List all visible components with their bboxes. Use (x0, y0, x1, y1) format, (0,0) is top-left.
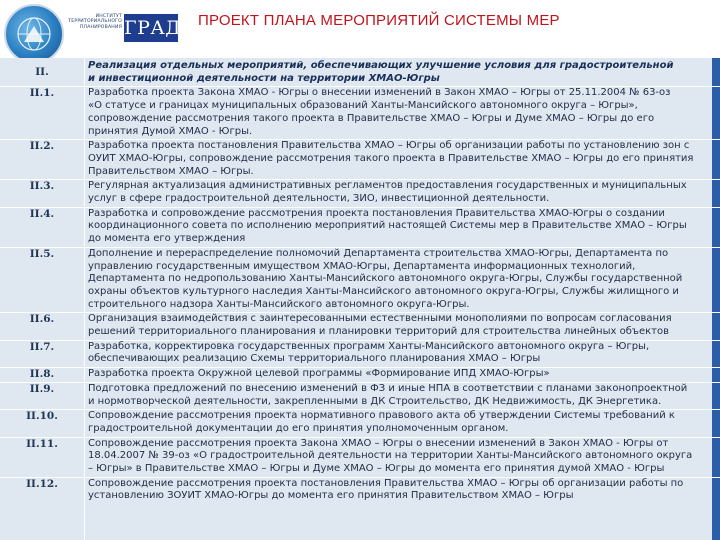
row-number: II.10. (26, 410, 58, 423)
row-text-line: Департамента по недропользованию Ханты-Мансийского автономного округа-Югры, Службы государственной (88, 273, 683, 285)
row-text (88, 368, 712, 381)
row-text-line: градостроительной документации до его принятия уполномоченным органом. (88, 422, 509, 434)
row-text-line: Сопровождение рассмотрения проекта Закона ХМАО – Югры о внесении изменений в Закон ХМАО - Югры от (88, 437, 669, 449)
row-text (88, 140, 712, 178)
row-text-line: Сопровождение рассмотрения проекта нормативного правового акта об утверждении Системы требований к (88, 410, 675, 422)
row-number: II.6. (29, 313, 55, 326)
table-row (0, 438, 720, 477)
row-text-line: сопровождение рассмотрения такого проекта в Правительстве ХМАО – Югры и Думе ХМАО – Югры до его (88, 112, 655, 124)
row-text-line: – Югры» в Правительстве ХМАО – Югры и Думе ХМАО – Югры до момента его принятия думой ХМАО - Югры (88, 463, 665, 474)
table-row (0, 410, 720, 436)
row-text (88, 60, 712, 85)
row-text-line: Разработка проекта постановления Правительства ХМАО – Югры об организации работы по установлению зон с (88, 140, 690, 152)
institute-line: ИНСТИТУТ (95, 14, 122, 19)
row-text-line: решений территориального планирования и планировки территорий для строительства линейных объектов (88, 326, 669, 337)
row-text-line: 18.04.2007 № 39-оз «О градостроительной деятельности на территории Ханты-Мансийского автономного округа (88, 450, 693, 462)
institute-text (66, 14, 122, 42)
row-text (88, 208, 712, 246)
row-number: II.3. (29, 180, 55, 193)
row-text-line: Разработка и сопровождение рассмотрения проекта постановления Правительства ХМАО-Югры о создании (88, 207, 665, 219)
row-text-line: строительного надзора Ханты-Мансийского автономного округа-Югры. (88, 298, 470, 310)
row-text-line: Реализация отдельных мероприятий, обеспечивающих улучшение условия для градостроительной (88, 60, 674, 71)
institute-line: ПЛАНИРОВАНИЯ (79, 24, 122, 30)
header (0, 0, 720, 58)
table-row (0, 478, 720, 504)
row-text-line: «О статусе и границах муниципальных образований Ханты-Мансийского автономного округа – Югры», (88, 100, 638, 112)
row-text-line: координационного совета по исполнению мероприятий настоящей Системы мер в Правительстве ХМАО – Югры (88, 220, 687, 232)
row-number: II.4. (29, 207, 55, 220)
table-row (0, 140, 720, 179)
table-row (0, 341, 720, 367)
row-text-line: охраны объектов культурного наследия Ханты-Мансийского автономного округа-Югры, Службы жилищного и (88, 285, 679, 297)
table-row (0, 60, 720, 86)
table-row (0, 248, 720, 313)
row-text-line: и нормотворческой деятельности, закрепленными в ДК Строительство, ДК Недвижимость, ДК Энергетика. (88, 395, 662, 407)
table-row (0, 180, 720, 206)
table-row (0, 368, 720, 382)
row-text-line: Разработка, корректировка государственных программ Ханты-Мансийского автономного округа – Югры, (88, 340, 650, 352)
row-text-line: услуг в сфере градостроительной деятельности, ЗИО, инвестиционной деятельности. (88, 193, 550, 204)
row-text-line: Организация взаимодействия с заинтересованными естественными монополиями по вопросам согласования (88, 313, 672, 325)
row-text-line: Разработка проекта Закона ХМАО - Югры о внесении изменений в Закон ХМАО – Югры от 25.11.2004 № 63-оз (88, 87, 671, 99)
row-text (88, 313, 712, 338)
row-text (88, 180, 712, 205)
row-text (88, 341, 712, 366)
brand-logo: ГРАД (124, 14, 178, 42)
row-text-line: принятия Думой ХМАО - Югры. (88, 125, 253, 137)
row-text (88, 438, 712, 476)
row-number: II.1. (29, 87, 55, 100)
row-text (88, 383, 712, 408)
row-text-line: обеспечивающих реализацию Схемы территориального планирования ХМАО – Югры (88, 353, 541, 365)
row-text (88, 248, 712, 312)
row-number: II.5. (29, 247, 55, 260)
row-text-line: ОУИТ ХМАО-Югры, сопровождение рассмотрения такого проекта в Правительстве ХМАО – Югры до его принятия (88, 152, 694, 164)
row-text-line: Сопровождение рассмотрения проекта постановления Правительства ХМАО – Югры об организации работы по (88, 477, 684, 489)
table-row (0, 383, 720, 409)
row-number: II.7. (29, 340, 55, 353)
table-row (0, 208, 720, 247)
row-number: II.12. (26, 477, 58, 490)
row-text-line: Подготовка предложений по внесению изменений в ФЗ и иные НПА в соответствии с планами законопроектной (88, 382, 688, 394)
row-number: II.9. (29, 382, 55, 395)
table-row (0, 87, 720, 139)
row-text (88, 87, 712, 138)
institute-line: ТЕРРИТОРИАЛЬНОГО (68, 19, 122, 25)
row-number: II.8. (29, 368, 55, 381)
row-number: II. (35, 66, 49, 79)
row-text-line: до момента его утверждения (88, 233, 246, 245)
globe-logo-icon (4, 4, 64, 64)
table-row (0, 313, 720, 339)
row-text-line: Дополнение и перераспределение полномочий Департамента строительства ХМАО-Югры, Департамента по (88, 247, 669, 259)
row-text-line: и инвестиционной деятельности на территории ХМАО-Югры (88, 72, 440, 84)
row-text (88, 478, 712, 503)
row-text-line: установлению ЗОУИТ ХМАО-Югры до момента его принятия Правительством ХМАО – Югры (88, 490, 574, 502)
row-number: II.11. (26, 437, 58, 450)
row-text-line: Разработка проекта Окружной целевой программы «Формирование ИПД ХМАО-Югры» (88, 368, 550, 380)
row-text-line: управлению государственным имуществом ХМАО-Югры, Департамента информационных технологий, (88, 260, 636, 272)
row-text-line: Регулярная актуализация административных регламентов предоставления государственных и муниципальных (88, 180, 687, 192)
row-text (88, 410, 712, 435)
row-number: II.2. (29, 140, 55, 153)
row-text-line: Правительством ХМАО – Югры. (88, 165, 254, 177)
page-title: ПРОЕКТ ПЛАНА МЕРОПРИЯТИЙ СИСТЕМЫ МЕР (198, 12, 560, 29)
